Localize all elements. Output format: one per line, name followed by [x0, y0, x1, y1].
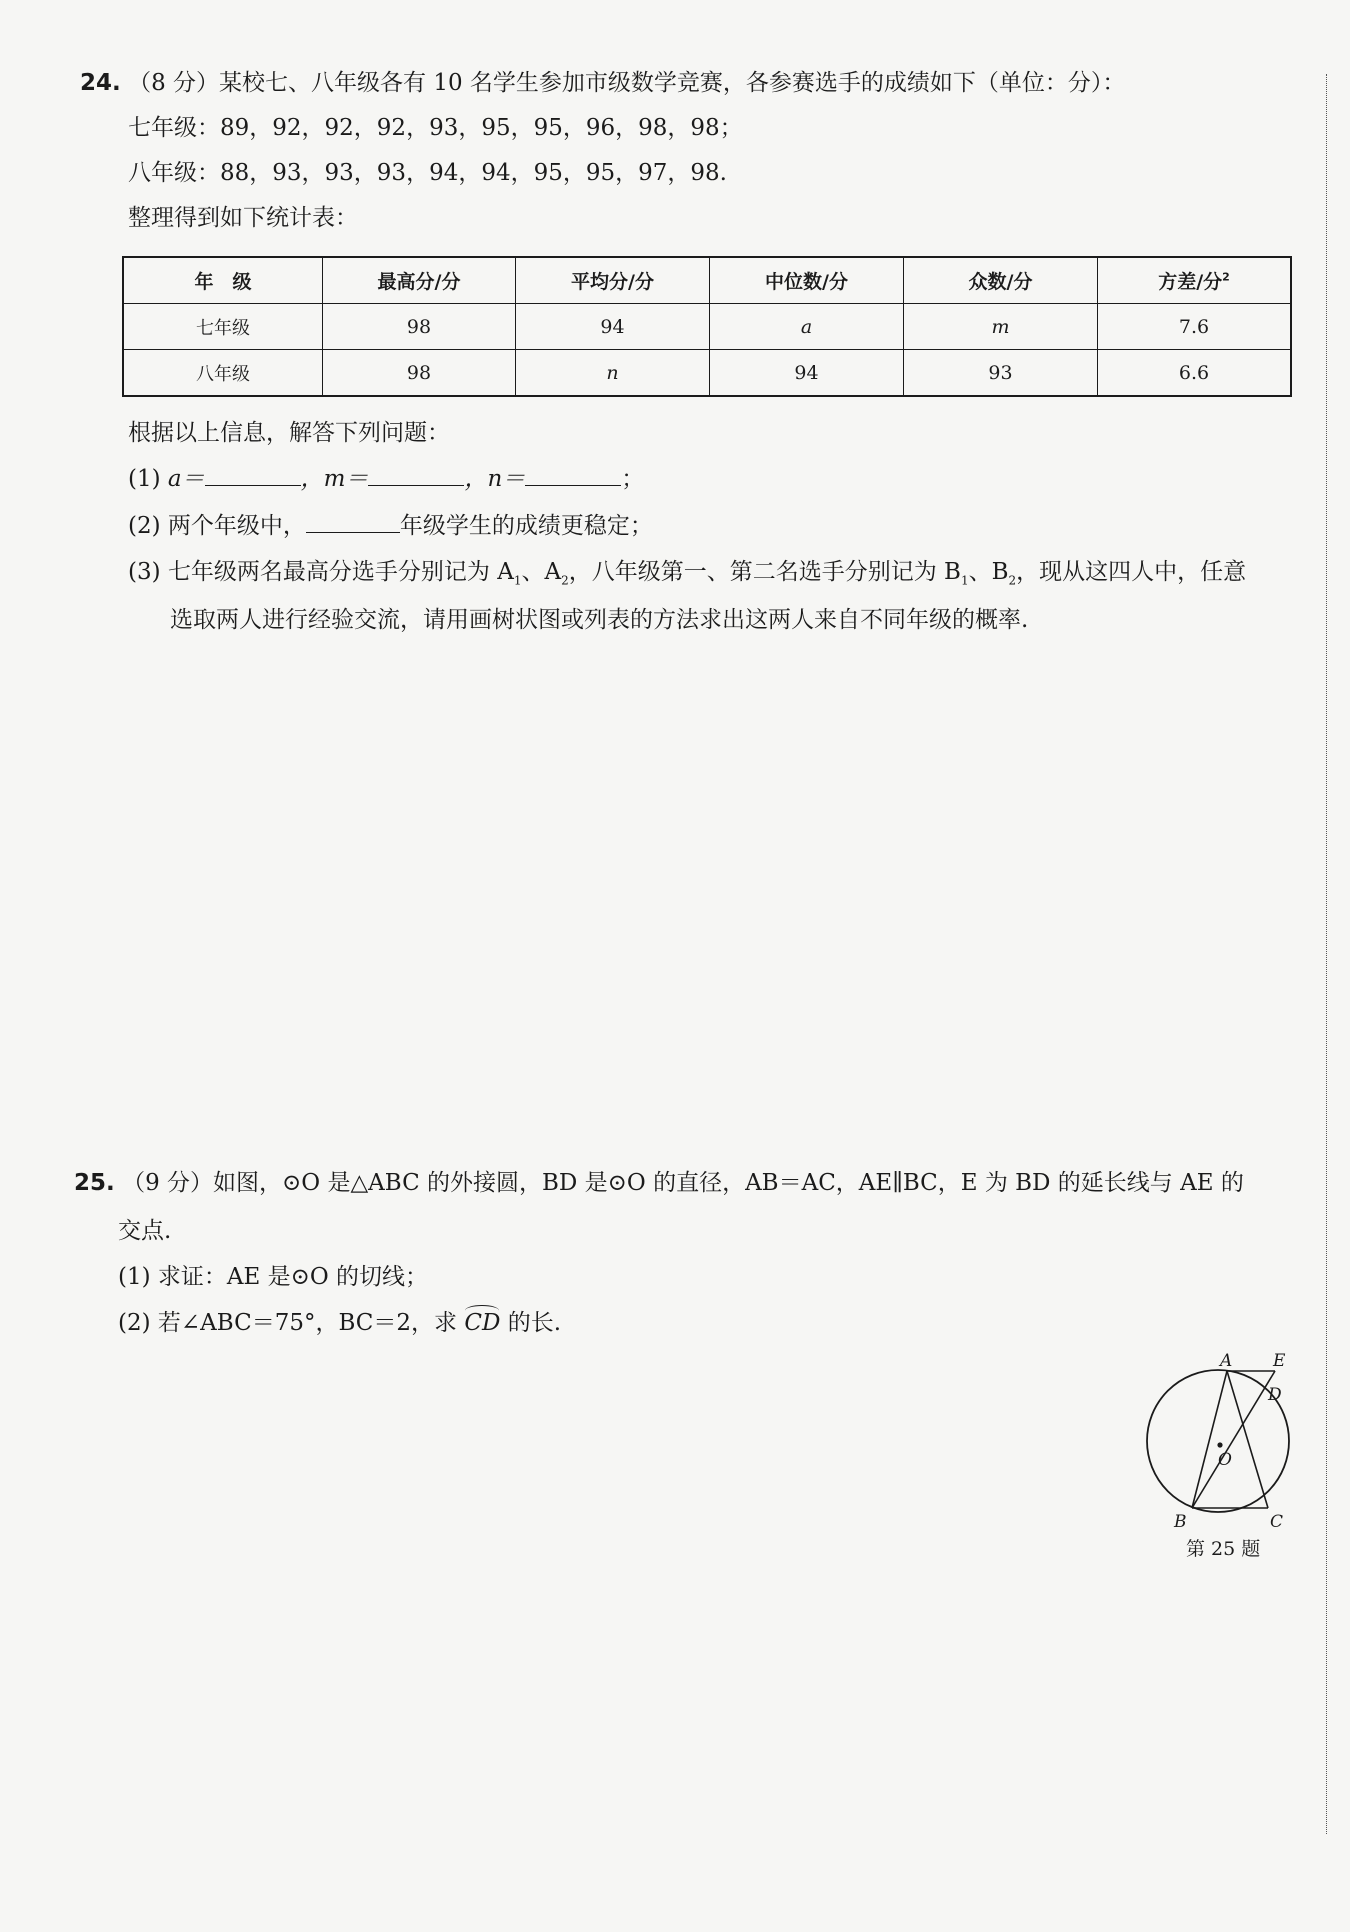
table-cell: 7.6 [1098, 304, 1292, 350]
q24-part1 [128, 463, 644, 494]
part3-sub-b2: 2 [1008, 573, 1017, 588]
part2-after: 年级学生的成绩更稳定； [399, 513, 653, 539]
q25-intro-line1 [74, 1168, 1244, 1198]
figure-caption: 第 25 题 [1186, 1538, 1261, 1560]
part1-end: ； [621, 466, 645, 492]
table-row [123, 304, 1291, 350]
header-mean: 平均分/分 [516, 257, 710, 304]
table-cell: 94 [516, 304, 710, 350]
table-row [123, 350, 1291, 397]
answer-blank-n[interactable] [525, 463, 621, 486]
part2-before: 两个年级中， [167, 513, 306, 539]
header-mode: 众数/分 [904, 257, 1098, 304]
table-cell: n [516, 350, 710, 397]
label-a: A [1220, 1351, 1233, 1371]
table-cell: a [710, 304, 904, 350]
header-grade: 年 级 [123, 257, 323, 304]
q25-part2-text-b: 的长. [500, 1310, 562, 1336]
header-max: 最高分/分 [323, 257, 516, 304]
table-cell: 八年级 [123, 350, 323, 397]
part3-text-a: 七年级两名最高分选手分别记为 A [167, 559, 514, 585]
answer-blank-m[interactable] [368, 463, 464, 486]
q24-part3-line2: 选取两人进行经验交流，请用画树状图或列表的方法求出这两人来自不同年级的概率. [170, 607, 1029, 633]
label-c: C [1270, 1512, 1284, 1530]
table-header-row [123, 257, 1291, 304]
q25-part2-text-a: (2) 若∠ABC＝75°，BC＝2，求 [118, 1310, 465, 1336]
label-b: B [1174, 1512, 1187, 1530]
answer-blank-a[interactable] [205, 463, 301, 486]
part3-text-c: ，八年级第一、第二名选手分别记为 B [568, 559, 961, 585]
part3-text-d: 、B [968, 559, 1009, 585]
statistics-table [122, 256, 1292, 397]
q24-number: 24. [80, 70, 121, 96]
part3-label: (3) [128, 559, 161, 585]
table-intro: 整理得到如下统计表： [128, 205, 358, 231]
header-variance-sup: 2 [1222, 270, 1230, 284]
q25-intro: （9 分）如图，⊙O 是△ABC 的外接圆，BD 是⊙O 的直径，AB＝AC，AE∥BC，E 为 BD 的延长线与 AE 的 [122, 1170, 1244, 1196]
part1-label: (1) [128, 466, 161, 492]
q25-part1: (1) 求证：AE 是⊙O 的切线； [118, 1264, 429, 1290]
grade8-scores: 八年级：88，93，93，93，94，94，95，95，97，98. [128, 160, 727, 186]
q24-prompt: 根据以上信息，解答下列问题： [128, 420, 450, 446]
q24-part2 [128, 510, 653, 541]
table-cell: 94 [710, 350, 904, 397]
q25-intro-line2: 交点. [118, 1218, 172, 1244]
part3-text-b: 、A [521, 559, 562, 585]
table-cell: m [904, 304, 1098, 350]
q24-intro-line [80, 68, 1125, 98]
table-cell: 93 [904, 350, 1098, 397]
label-e: E [1273, 1351, 1286, 1371]
arc-cd: CD [464, 1310, 501, 1336]
q24-part3-line1 [128, 557, 1246, 596]
geometry-figure [1140, 1340, 1310, 1530]
header-median: 中位数/分 [710, 257, 904, 304]
table-cell: 98 [323, 304, 516, 350]
label-d: D [1268, 1385, 1282, 1405]
part3-sub-a1: 1 [513, 573, 522, 588]
header-variance [1098, 257, 1292, 304]
table-cell: 七年级 [123, 304, 323, 350]
table-cell: 98 [323, 350, 516, 397]
part1-a-label: a＝ [167, 466, 205, 492]
grade7-scores: 七年级：89，92，92，92，93，95，95，96，98，98； [128, 115, 743, 141]
center-point [1217, 1442, 1222, 1447]
part1-n-label: ，n＝ [464, 466, 526, 492]
part2-label: (2) [128, 513, 161, 539]
part3-sub-a2: 2 [561, 573, 569, 588]
q24-intro: （8 分）某校七、八年级各有 10 名学生参加市级数学竞赛，各参赛选手的成绩如下（单位：分）： [128, 70, 1126, 96]
table-cell: 6.6 [1098, 350, 1292, 397]
dotted-margin-rule [1326, 74, 1327, 1834]
q25-number: 25. [74, 1170, 115, 1196]
part3-sub-b1: 1 [960, 573, 969, 588]
label-o: O [1218, 1450, 1232, 1470]
header-variance-label: 方差/分 [1158, 271, 1223, 293]
q25-part2 [118, 1308, 561, 1338]
answer-blank-grade[interactable] [306, 510, 400, 533]
part1-m-label: ，m＝ [300, 466, 369, 492]
part3-text-e: ，现从这四人中，任意 [1016, 559, 1247, 585]
line-ab [1192, 1371, 1227, 1508]
